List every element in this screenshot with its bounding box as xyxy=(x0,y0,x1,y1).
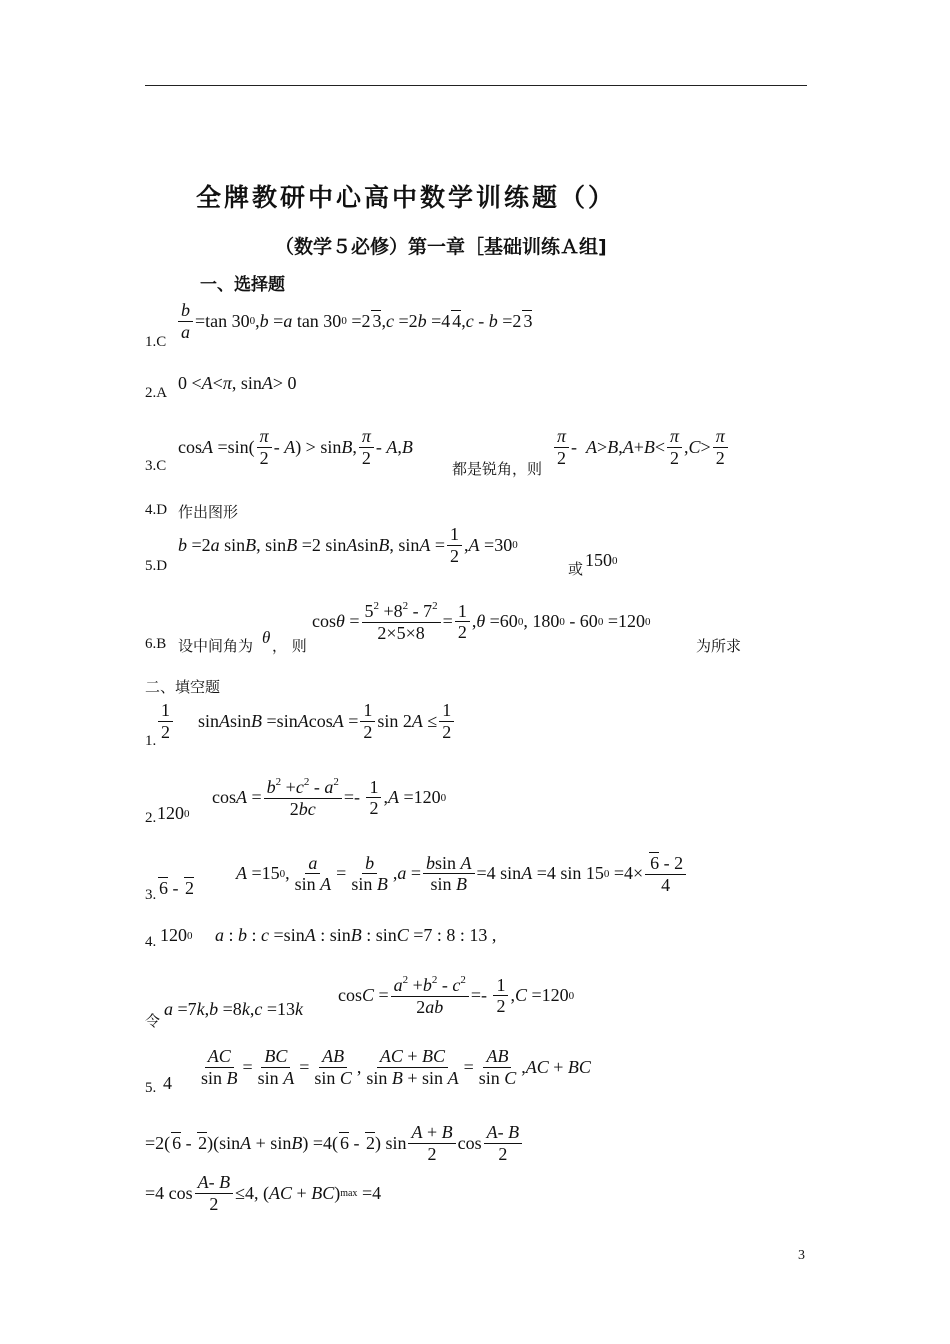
fill-1-formula: sin A sin B =sin A cos A = $\frac{1}{2}$ sin 2 A ≤ $\frac{1}{2}$ xyxy=(198,700,456,742)
fill-1-answer: $\frac{1}{2}$ xyxy=(156,700,175,742)
page-title: 全牌教研中心高中数学训练题（） xyxy=(196,183,617,212)
fill-5-formula-c: =4 cos $\frac{A- B}{2}$ ≤4, ( AC + BC ) max =4 xyxy=(145,1172,382,1214)
choice-6-label: 6.B xyxy=(145,636,167,652)
choice-4-label: 4.D xyxy=(145,502,168,518)
choice-3-formula-b: $\frac{\pi}{2}$ - A > B , A + B < $\frac{\pi}{2}$ , C > $\frac{\pi}{2}$ xyxy=(552,426,730,468)
page-subtitle: （数学５必修）第一章［基础训练Ａ组] xyxy=(275,236,607,258)
fill-5-label: 5. xyxy=(145,1080,157,1096)
choice-3-note: 都是锐角，则 xyxy=(452,460,543,478)
fill-5-answer: 4 xyxy=(163,1073,172,1093)
choice-6-pre: 设中间角为 xyxy=(178,637,254,655)
page-number: 3 xyxy=(798,1248,805,1263)
fill-4-label: 4. xyxy=(145,934,157,950)
choice-3-label: 3.C xyxy=(145,458,167,474)
fill-4-formula: cos C = $\frac{a^2 +b^2 - c^2}{2ab}$ =- $\frac{1}{2}$ , C =120 0 xyxy=(338,974,575,1017)
choice-5-formula: b =2 a sin B , sin B =2 sin A sin B , sin A = $\frac{1}{2}$ , A =30 0 xyxy=(178,524,518,566)
choice-2-formula: 0 < A < π , sin A > 0 xyxy=(178,373,297,393)
fill-3-formula: A =15 0 , $\frac{a}{\text{sin A}}$ = $\frac{b}{\text{sin B}}$ , a = $\frac{\text{bsin A}}{\text{sin B}}$ =4 sin A =4 sin 15 0 =4× $\frac{6 - 2}{4}$ xyxy=(236,852,688,895)
fill-5-formula-b: =2( 6 - 2 )(sin A + sin B ) =4( 6 - 2 ) sin $\frac{A + B}{2}$ cos $\frac{A- B}{2}$ xyxy=(145,1122,524,1164)
choice-4-text: 作出图形 xyxy=(178,503,239,521)
choice-6-theta: θ xyxy=(262,628,271,647)
fill-2-label: 2. xyxy=(145,810,157,826)
section-choice-heading: 一、选择题 xyxy=(200,275,285,295)
fill-2-answer: 120 0 xyxy=(157,803,190,823)
choice-5-label: 5.D xyxy=(145,558,168,574)
fill-4-ling: 令 xyxy=(145,1012,161,1030)
choice-6-then: ， 则 xyxy=(272,637,307,655)
fill-3-label: 3. xyxy=(145,887,157,903)
choice-2-label: 2.A xyxy=(145,385,168,401)
choice-5-note: 或 xyxy=(568,560,584,578)
fill-2-formula: cos A = $\frac{b^2 +c^2 - a^2}{2bc}$ =- $\frac{1}{2}$ , A =120 0 xyxy=(212,776,447,819)
fill-4-answer: 120 0 xyxy=(160,925,193,945)
choice-3-formula-a: cos A =sin( $\frac{\pi}{2}$ - A ) > sin B , $\frac{\pi}{2}$ - A , B xyxy=(178,426,413,468)
fill-4-ratio: a : b : c =sin A : sin B : sin C =7 : 8 : 13 , xyxy=(215,925,497,945)
choice-6-post: 为所求 xyxy=(696,637,742,655)
fill-4-let: a =7 k , b =8 k , c =13 k xyxy=(164,999,303,1019)
choice-1-label: 1.C xyxy=(145,334,167,350)
fill-3-answer: 6 - 2 xyxy=(159,877,194,898)
section-fill-heading: 二、填空题 xyxy=(145,678,221,696)
choice-6-formula: cos θ = $\frac{5^2 +8^2 - 7^2}{2\times 5\times 8}$ = $\frac{1}{2}$ , θ =60 0 , 180 0 - 60 0 =120 0 xyxy=(312,600,651,643)
fill-1-label: 1. xyxy=(145,733,157,749)
fill-5-formula-a: $\frac{AC}{\text{sin B}}$ = $\frac{BC}{\text{sin A}}$ = $\frac{AB}{\text{sin C}}$ , $\frac{AC + BC}{\text{sin B + sin A}}$ = $\frac{AB}{\text{sin C}}$ , AC + BC xyxy=(201,1046,591,1088)
header-rule xyxy=(145,85,807,86)
choice-1-formula: $\frac{b}{a}$ =tan 30 0 , b = a tan 30 0 =2 3 , c =2 b =4 4 , c - b =2 3 xyxy=(176,300,532,342)
choice-5-formula-b: 150 0 xyxy=(585,550,618,570)
